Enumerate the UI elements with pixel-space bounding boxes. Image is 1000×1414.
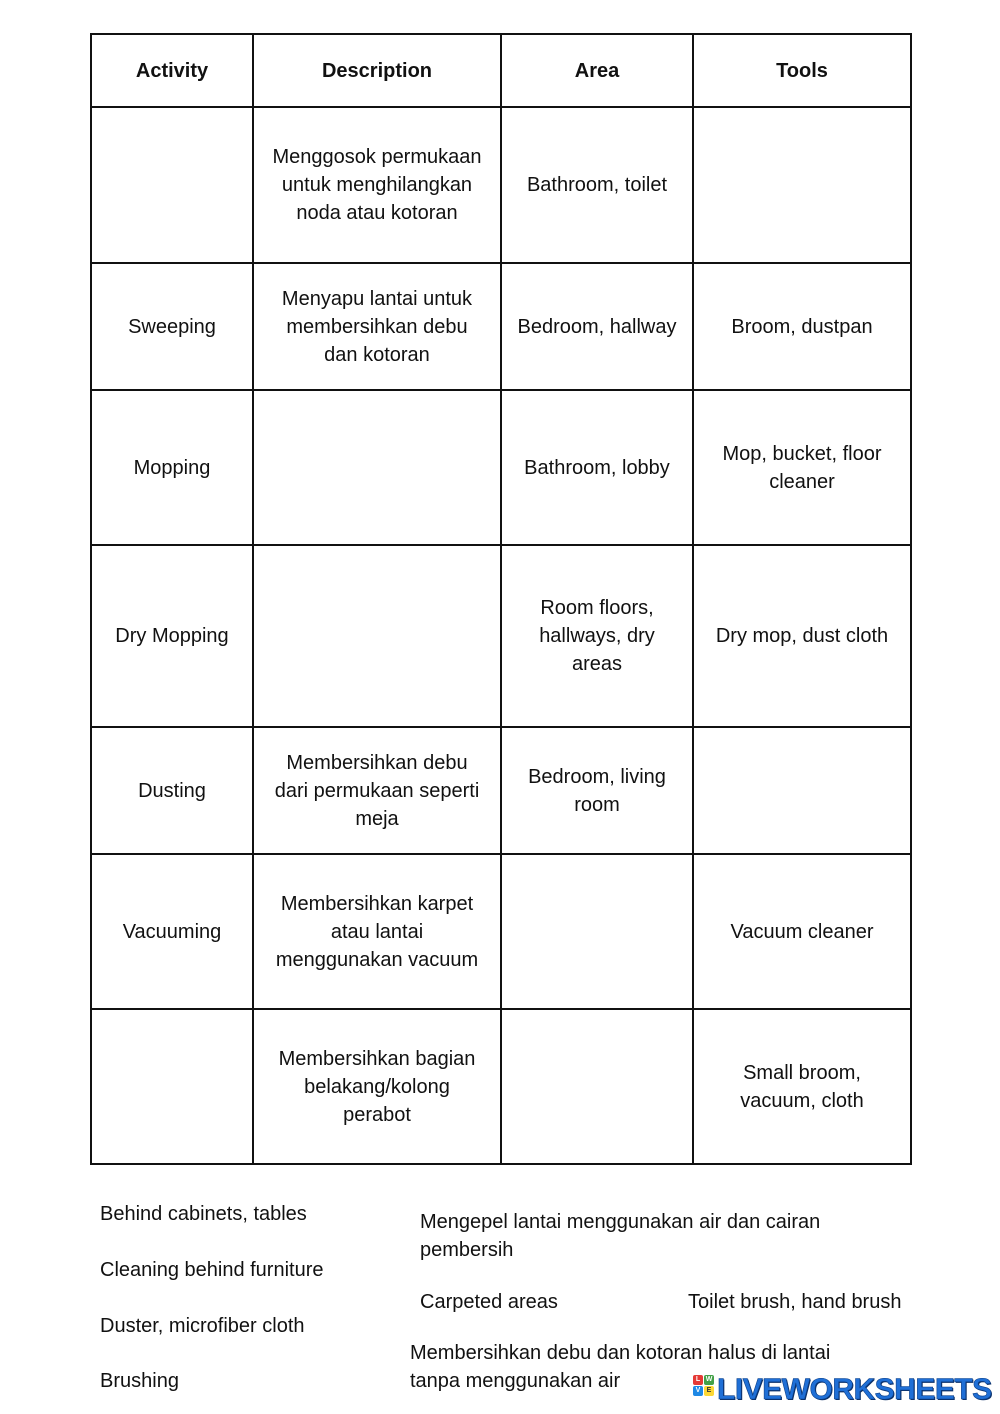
answer-mengepel[interactable]: Mengepel lantai menggunakan air dan cairan pembersih: [420, 1211, 821, 1261]
cell-activity: Sweeping: [91, 263, 253, 390]
cell-description: Menggosok permukaan untuk menghilangkan noda atau kotoran: [253, 107, 501, 263]
cell-tools: Dry mop, dust cloth: [693, 545, 911, 727]
table-header-row: [91, 34, 911, 107]
cell-activity-blank[interactable]: [91, 107, 253, 263]
cell-description-blank[interactable]: [253, 545, 501, 727]
liveworksheets-badge-icon: [693, 1375, 715, 1405]
liveworksheets-logo-text: LIVEWORKSHEETS: [717, 1373, 992, 1406]
cell-description: Membersihkan debu dari permukaan seperti meja: [253, 727, 501, 854]
answer-carpeted-areas[interactable]: Carpeted areas: [420, 1291, 558, 1313]
cell-area: Room floors, hallways, dry areas: [501, 545, 693, 727]
cell-area: Bedroom, living room: [501, 727, 693, 854]
answer-membersihkan-debu[interactable]: Membersihkan debu dan kotoran halus di lantai tanpa menggunakan air: [410, 1342, 831, 1392]
cell-description: Membersihkan bagian belakang/kolong perabot: [253, 1009, 501, 1164]
header-activity: Activity: [91, 34, 253, 107]
cell-activity: Dry Mopping: [91, 545, 253, 727]
cell-tools-blank[interactable]: [693, 107, 911, 263]
table-row: [91, 263, 911, 390]
header-tools: Tools: [693, 34, 911, 107]
cell-area: Bathroom, toilet: [501, 107, 693, 263]
badge-letter: W: [705, 1376, 713, 1383]
badge-letter: L: [693, 1375, 703, 1385]
cell-area-blank[interactable]: [501, 854, 693, 1009]
cell-tools: Small broom, vacuum, cloth: [693, 1009, 911, 1164]
badge-letter: E: [704, 1386, 714, 1396]
answer-brushing[interactable]: Brushing: [100, 1370, 179, 1392]
table-row: [91, 854, 911, 1009]
cell-tools-blank[interactable]: [693, 727, 911, 854]
cell-activity: Mopping: [91, 390, 253, 545]
activity-table: [90, 33, 912, 1165]
cell-area-blank[interactable]: [501, 1009, 693, 1164]
table-row: [91, 390, 911, 545]
cell-description: Membersihkan karpet atau lantai menggunakan vacuum: [253, 854, 501, 1009]
badge-letter: V: [693, 1386, 703, 1396]
answer-duster-microfiber[interactable]: Duster, microfiber cloth: [100, 1315, 305, 1337]
cell-activity: Dusting: [91, 727, 253, 854]
header-area: Area: [501, 34, 693, 107]
header-description: Description: [253, 34, 501, 107]
liveworksheets-logo: [693, 1372, 992, 1408]
cell-tools: Mop, bucket, floor cleaner: [693, 390, 911, 545]
table-row: [91, 545, 911, 727]
cell-tools: Vacuum cleaner: [693, 854, 911, 1009]
cell-area: Bathroom, lobby: [501, 390, 693, 545]
answer-toilet-brush[interactable]: Toilet brush, hand brush: [688, 1291, 902, 1313]
cell-description-blank[interactable]: [253, 390, 501, 545]
table-row: [91, 1009, 911, 1164]
table-row: [91, 107, 911, 263]
answer-cleaning-behind-furniture[interactable]: Cleaning behind furniture: [100, 1259, 324, 1281]
cell-description: Menyapu lantai untuk membersihkan debu dan kotoran: [253, 263, 501, 390]
cell-area: Bedroom, hallway: [501, 263, 693, 390]
answer-behind-cabinets[interactable]: Behind cabinets, tables: [100, 1203, 307, 1225]
cell-activity-blank[interactable]: [91, 1009, 253, 1164]
cell-activity: Vacuuming: [91, 854, 253, 1009]
table-row: [91, 727, 911, 854]
cell-tools: Broom, dustpan: [693, 263, 911, 390]
